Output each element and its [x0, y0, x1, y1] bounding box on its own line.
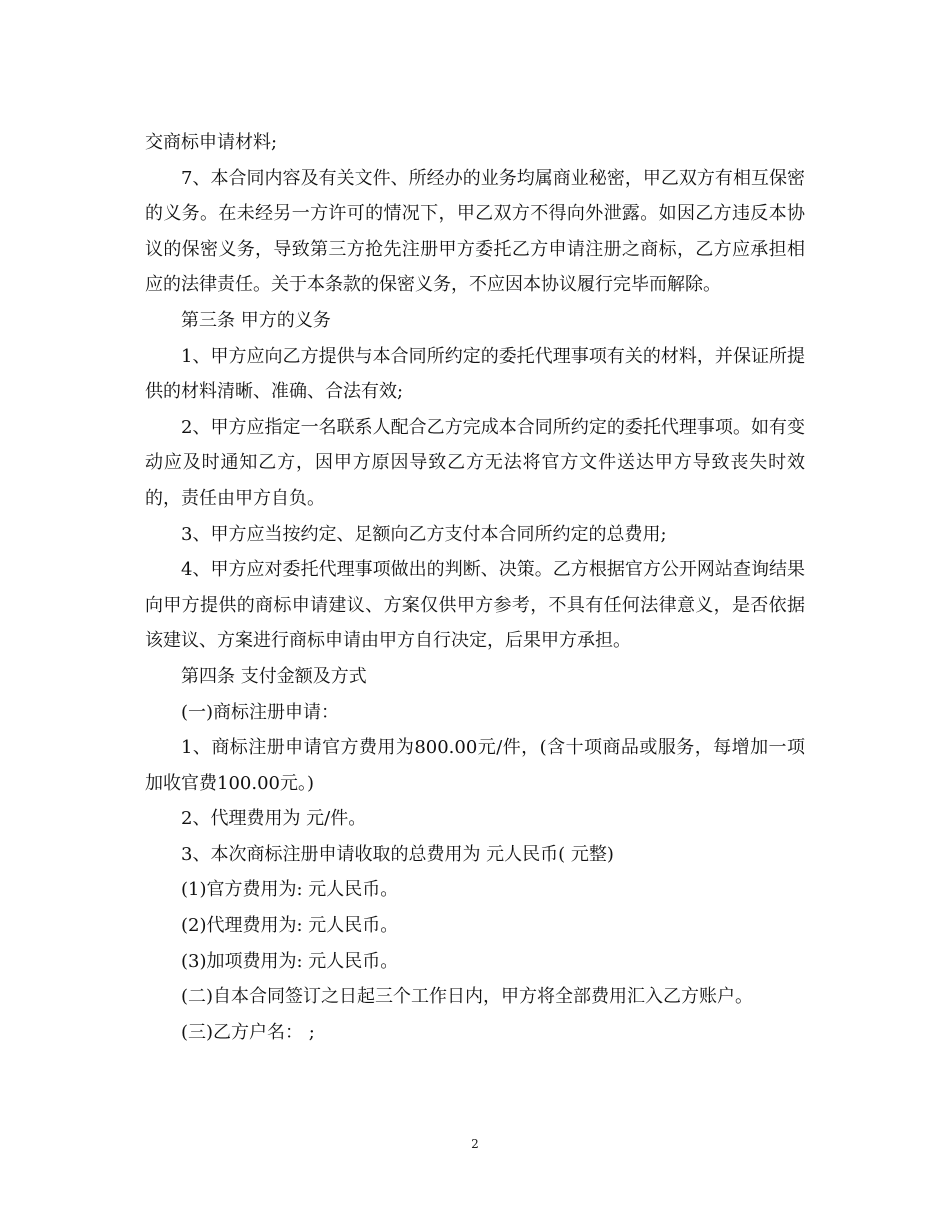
paragraph-agency-fee: 2、代理费用为 元/件。	[181, 808, 367, 830]
paragraph-confidentiality-clause: 7、本合同内容及有关文件、所经办的业务均属商业秘密，甲乙双方有相互保密的义务。在未经另一方许可的情况下，甲乙双方不得向外泄露。如因乙方违反本协议的保密义务，导致第三方抢先注册甲方委托乙方申请注册之商标，乙方应承担相应的法律责任。关于本条款的保密义务，不应因本协议履行完毕而解除。	[145, 167, 805, 296]
section-heading-article-3: 第三条 甲方的义务	[181, 309, 331, 331]
page-number: 2	[471, 1137, 479, 1151]
document-body	[145, 125, 805, 1050]
section-heading-article-4: 第四条 支付金额及方式	[181, 665, 367, 687]
paragraph-fee-item-2: (2)代理费用为: 元人民币。	[181, 915, 399, 937]
paragraph-account-name: (三)乙方户名： ;	[181, 1021, 315, 1043]
paragraph-obligation-3: 3、甲方应当按约定、足额向乙方支付本合同所约定的总费用;	[181, 523, 667, 545]
paragraph-obligation-2: 2、甲方应指定一名联系人配合乙方完成本合同所约定的委托代理事项。如有变动应及时通知乙方，因甲方原因导致乙方无法将官方文件送达甲方导致丧失时效的，责任由甲方自负。	[145, 416, 805, 509]
subsection-trademark-registration: (一)商标注册申请：	[181, 701, 340, 723]
paragraph-obligation-1: 1、甲方应向乙方提供与本合同所约定的委托代理事项有关的材料，并保证所提供的材料清晰、准确、合法有效;	[145, 345, 805, 403]
paragraph-payment-deadline: (二)自本合同签订之日起三个工作日内，甲方将全部费用汇入乙方账户。	[181, 986, 754, 1008]
paragraph-fee-item-3: (3)加项费用为: 元人民币。	[181, 950, 399, 972]
paragraph-obligation-4: 4、甲方应对委托代理事项做出的判断、决策。乙方根据官方公开网站查询结果向甲方提供的商标申请建议、方案仅供甲方参考，不具有任何法律意义，是否依据该建议、方案进行商标申请由甲方自行决定，后果甲方承担。	[145, 559, 805, 652]
paragraph-1: 交商标申请材料;	[145, 132, 278, 153]
paragraph-official-fee: 1、商标注册申请官方费用为800.00元/件，(含十项商品或服务，每增加一项加收官费100.00元。)	[145, 737, 805, 794]
paragraph-fee-item-1: (1)官方费用为: 元人民币。	[181, 879, 399, 901]
paragraph-total-fee: 3、本次商标注册申请收取的总费用为 元人民币( 元整)	[181, 843, 614, 865]
